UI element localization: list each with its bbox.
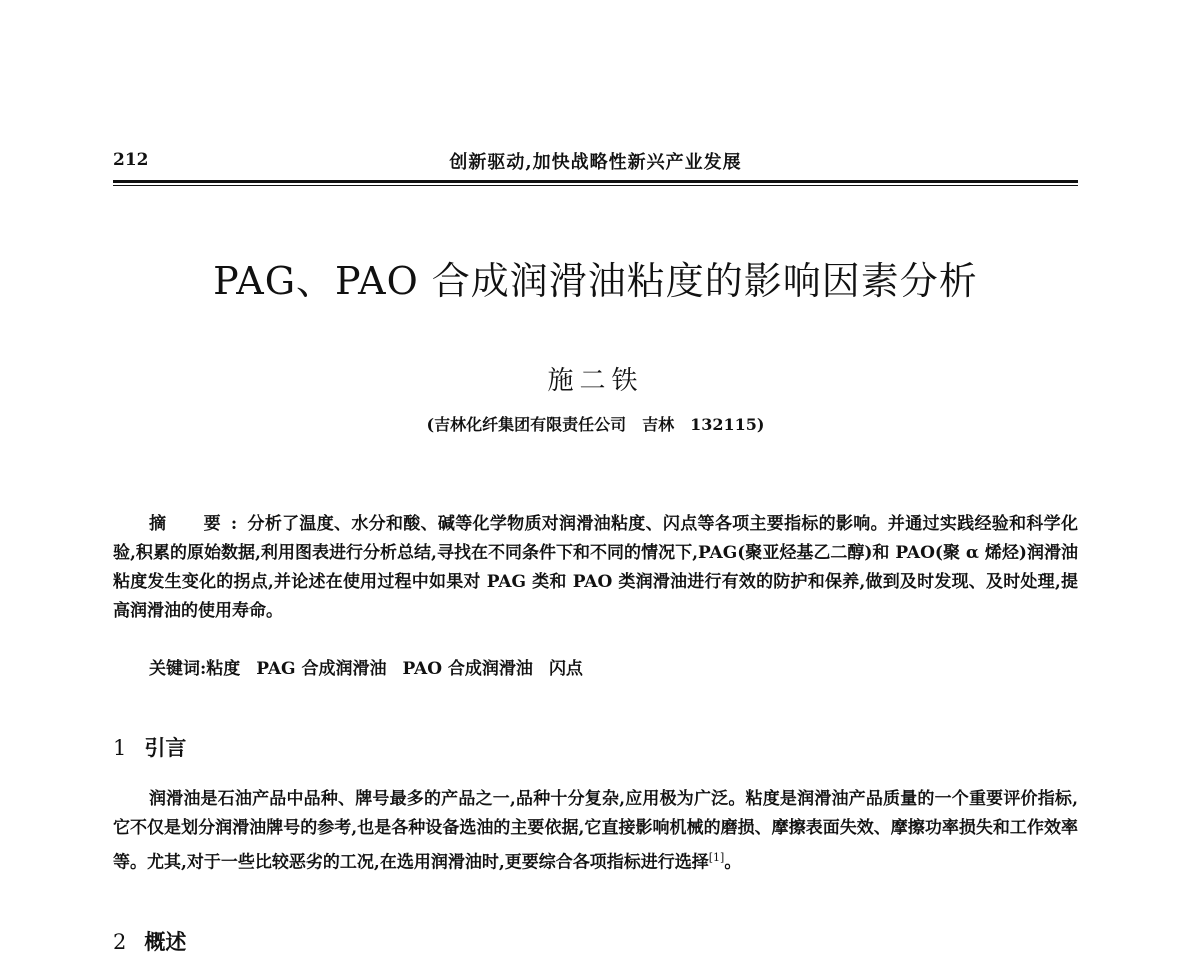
section-number: 1 <box>113 736 127 760</box>
running-header <box>113 148 1078 184</box>
citation-ref[interactable]: [1] <box>708 851 725 864</box>
section-number: 2 <box>113 930 127 954</box>
running-title: 创新驱动,加快战略性新兴产业发展 <box>449 152 742 173</box>
section-heading-overview <box>113 926 186 956</box>
keyword-item: PAG 合成润滑油 <box>256 659 387 679</box>
paragraph-end: 。 <box>724 852 742 873</box>
article-title: PAG、PAO 合成润滑油粘度的影响因素分析 <box>213 259 978 303</box>
header-rule-thin <box>113 185 1078 186</box>
section-title: 引言 <box>144 735 187 760</box>
keywords <box>149 654 599 679</box>
abstract-text: 分析了温度、水分和酸、碱等化学物质对润滑油粘度、闪点等各项主要指标的影响。并通过实践经验和科学化验,积累的原始数据,利用图表进行分析总结,寻找在不同条件下和不同的情况下,PAG(聚亚烃基乙二醇)和 PAO(聚 α 烯烃)润滑油粘度发生变化的拐点,并论述在使用过程中如果对 PAG 类和 PAO 类润滑油进行有效的防护和保养,做到及时发现、及时处理,提高润滑油的使用寿命。 <box>113 514 1078 621</box>
author-affiliation: (吉林化纤集团有限责任公司 吉林 132115) <box>426 415 765 434</box>
author-name: 施二铁 <box>547 366 644 396</box>
abstract <box>113 510 1078 626</box>
header-rule-thick <box>113 180 1078 183</box>
section-title: 概述 <box>144 929 187 954</box>
keywords-label: 关键词: <box>149 659 207 679</box>
keyword-item: 粘度 <box>206 659 241 679</box>
paragraph-text: 润滑油是石油产品中品种、牌号最多的产品之一,品种十分复杂,应用极为广泛。粘度是润滑油产品质量的一个重要评价指标,它不仅是划分润滑油牌号的参考,也是各种设备选油的主要依据,它直接影响机械的磨损、摩擦表面失效、摩擦功率损失和工作效率等。尤其,对于一些比较恶劣的工况,在选用润滑油时,更要综合各项指标进行选择 <box>113 789 1078 873</box>
keyword-item: PAO 合成润滑油 <box>402 659 533 679</box>
section-heading-introduction <box>113 732 186 762</box>
abstract-label: 摘 要: <box>149 514 248 534</box>
keyword-item: 闪点 <box>548 659 583 679</box>
page-number: 212 <box>113 150 149 170</box>
introduction-paragraph <box>113 785 1078 878</box>
